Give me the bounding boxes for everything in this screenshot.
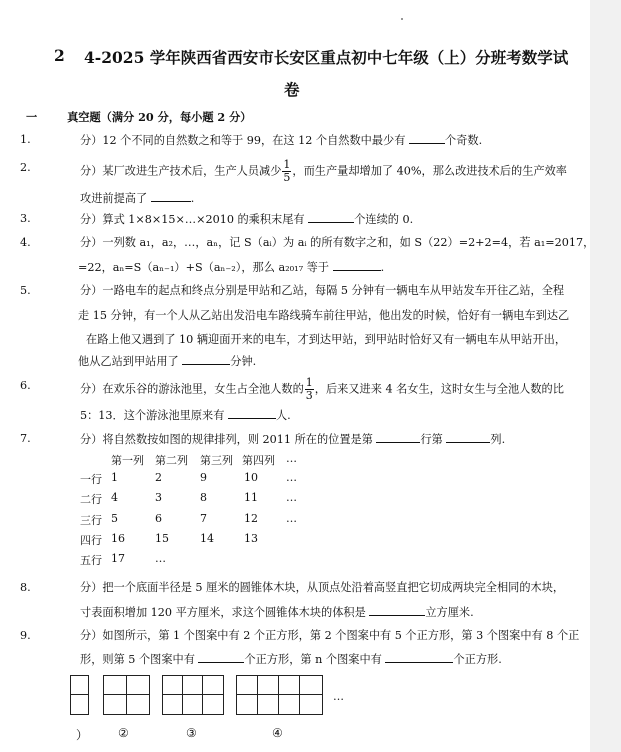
table-row-label: 四行 xyxy=(80,534,102,547)
table-cell: 10 xyxy=(244,471,258,484)
table-header: 第一列 xyxy=(111,454,144,467)
title-fragment: 2 xyxy=(54,46,65,65)
section-heading xyxy=(26,109,251,125)
question-number: 8. xyxy=(20,581,31,594)
table-header: 第四列 xyxy=(242,454,275,467)
table-cell: 5 xyxy=(111,512,118,525)
table-cell: … xyxy=(155,552,166,565)
question-text: 分）算式 1×8×15×…×2010 的乘积末尾有 个连续的 0. xyxy=(80,210,413,229)
question-8-line2: 寸表面积增加 120 平方厘米，求这个圆锥体木块的体积是 立方厘米. xyxy=(80,603,474,620)
answer-blank[interactable] xyxy=(308,210,354,223)
table-cell: 15 xyxy=(155,532,169,545)
table-cell: 3 xyxy=(155,491,162,504)
table-row-label: 三行 xyxy=(80,514,102,527)
answer-blank[interactable] xyxy=(151,189,191,202)
answer-blank[interactable] xyxy=(182,352,230,365)
doc-title-line2: 卷 xyxy=(284,80,300,99)
question-number: 7. xyxy=(20,432,31,445)
question-number: 2. xyxy=(20,161,31,174)
question-number: 9. xyxy=(20,629,31,642)
question-number: 3. xyxy=(20,212,31,225)
question-6-line2: 5：13．这个游泳池里原来有 人. xyxy=(80,406,291,423)
table-row-label: 二行 xyxy=(80,493,102,506)
question-text: 分）12 个不同的自然数之和等于 99，在这 12 个自然数中最少有 个奇数. xyxy=(80,131,482,150)
table-cell: 16 xyxy=(111,532,125,545)
question-text: 分）如图所示，第 1 个图案中有 2 个正方形，第 2 个图案中有 5 个正方形，第 3 个图案中有 8 个正 xyxy=(80,629,580,642)
table-cell: … xyxy=(286,471,297,484)
table-header: 第二列 xyxy=(155,454,188,467)
fraction-one-fifth: $\frac{1}{5}$ xyxy=(283,158,291,184)
figure-label-2: ② xyxy=(118,726,129,740)
right-margin-bar xyxy=(590,0,621,752)
table-cell: 4 xyxy=(111,491,118,504)
table-cell: 13 xyxy=(244,532,258,545)
figure-label-4: ④ xyxy=(272,726,283,740)
section-label: 真空题（满分 20 分，每小题 2 分） xyxy=(67,110,252,124)
table-row-label: 一行 xyxy=(80,473,102,486)
table-cell: 1 xyxy=(111,471,118,484)
answer-blank[interactable] xyxy=(333,258,381,271)
question-number: 4. xyxy=(20,236,31,249)
fraction-one-third: $\frac{1}{3}$ xyxy=(305,376,313,402)
question-text: 分）一路电车的起点和终点分别是甲站和乙站，每隔 5 分钟有一辆电车从甲站发车开往乙站，全程 xyxy=(80,284,565,297)
question-text: 分）把一个底面半径是 5 厘米的圆锥体木块，从顶点处沿着高竖直把它切成两块完全相同的木块， xyxy=(80,581,565,594)
figure-label-3: ③ xyxy=(186,726,197,740)
table-cell: 8 xyxy=(200,491,207,504)
table-cell: 6 xyxy=(155,512,162,525)
question-4-line2: =22，aₙ=S（aₙ₋₁）+S（aₙ₋₂），那么 a₂₀₁₇ 等于 . xyxy=(78,258,384,275)
question-5-line3: 在路上他又遇到了 10 辆迎面开来的电车，才到达甲站，到甲站时恰好又有一辆电车从甲站开出， xyxy=(86,333,567,346)
question-number: 6. xyxy=(20,379,31,392)
table-cell: 9 xyxy=(200,471,207,484)
question-text: 分）一列数 a₁，a₂，…，aₙ，记 S（aᵢ）为 aᵢ 的所有数字之和，如 S（22）=2+2=4，若 a₁=2017， xyxy=(80,236,595,249)
section-number: 一 xyxy=(26,110,38,124)
question-number: 1. xyxy=(20,133,31,146)
question-text: 分）将自然数按如图的规律排列，则 2011 所在的位置是第 行第 列. xyxy=(80,430,505,449)
answer-blank[interactable] xyxy=(369,603,425,616)
question-2-line2: 攻进前提高了 . xyxy=(80,189,194,206)
table-row-label: 五行 xyxy=(80,554,102,567)
table-cell: 2 xyxy=(155,471,162,484)
title-line1: 4-2025 学年陕西省西安市长安区重点初中七年级（上）分班考数学试 xyxy=(84,48,569,67)
page-speck xyxy=(401,18,403,20)
answer-blank[interactable] xyxy=(198,650,244,663)
answer-blank[interactable] xyxy=(376,430,420,443)
table-cell: 12 xyxy=(244,512,258,525)
figure-label-1: ） xyxy=(76,728,89,742)
table-cell: … xyxy=(286,491,297,504)
table-cell: … xyxy=(286,512,297,525)
question-5-line2: 走 15 分钟，有一个人从乙站出发沿电车路线骑车前往甲站，他出发的时候，恰好有一辆电车到达乙 xyxy=(78,309,570,322)
question-text: 分）在欢乐谷的游泳池里，女生占全池人数的 $\frac{1}{3}$ ，后来又进来 4 名女生，这时女生与全池人数的比 xyxy=(80,376,564,402)
pattern-2-squares xyxy=(103,675,150,715)
table-cell: 17 xyxy=(111,552,125,565)
pattern-3-squares xyxy=(162,675,224,715)
answer-blank[interactable] xyxy=(446,430,490,443)
question-9-line2: 形，则第 5 个图案中有 个正方形，第 n 个图案中有 个正方形. xyxy=(80,650,502,667)
table-header: … xyxy=(286,452,297,465)
answer-blank[interactable] xyxy=(228,406,276,419)
question-number: 5. xyxy=(20,284,31,297)
table-cell: 14 xyxy=(200,532,214,545)
table-cell: 7 xyxy=(200,512,207,525)
table-cell: 11 xyxy=(244,491,258,504)
question-text: 分）某厂改进生产技术后，生产人员减少 $\frac{1}{5}$ ，而生产量却增加了 40%，那么改进技术后的生产效率 xyxy=(80,158,567,184)
question-5-line4: 他从乙站到甲站用了 分钟. xyxy=(78,352,256,369)
answer-blank[interactable] xyxy=(385,650,453,663)
pattern-4-squares xyxy=(236,675,323,715)
table-header: 第三列 xyxy=(200,454,233,467)
pattern-ellipsis: … xyxy=(333,690,344,703)
pattern-1-squares xyxy=(70,675,89,715)
answer-blank[interactable] xyxy=(409,131,445,144)
